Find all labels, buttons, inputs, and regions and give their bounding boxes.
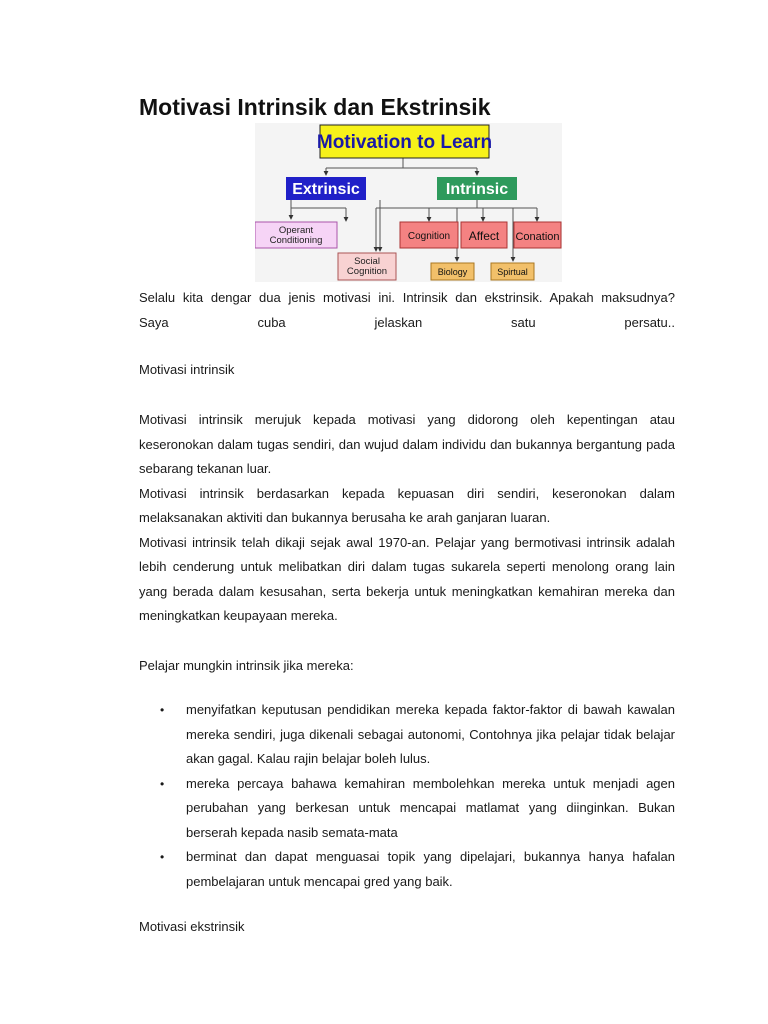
operant-label-1: Operant xyxy=(278,225,314,236)
page-title: Motivasi Intrinsik dan Ekstrinsik xyxy=(139,94,491,120)
list-item-text: mereka percaya bahawa kemahiran membolehkan mereka untuk menjadi agen perubahan yang berkesan untuk mencapai matlamat yang diinginkan. Bukan berserah kepada nasib semata-mata xyxy=(186,775,675,840)
bullet-icon: • xyxy=(160,776,165,791)
social-label-1: Social xyxy=(354,256,380,267)
social-label-2: Cognition xyxy=(346,266,388,277)
intrinsic-section xyxy=(139,408,675,629)
intrinsic-p2: Motivasi intrinsik berdasarkan kepada kepuasan diri sendiri, keseronokan dalam melaksanakan aktiviti dan bukannya berusaha ke arah ganjaran luaran. xyxy=(139,485,675,525)
list-item-text: menyifatkan keputusan pendidikan mereka kepada faktor-faktor di bawah kawalan mereka sendiri, juga dikenali sebagai autonomi, Contohnya jika pelajar tidak belajar akan gagal. Kalau rajin belajar boleh lulus. xyxy=(186,702,675,766)
bullet-icon: • xyxy=(160,850,165,864)
intro-line-1: Selalu kita dengar dua jenis motivasi ini. Intrinsik dan ekstrinsik. Apakah maksudnya? xyxy=(139,290,675,305)
list-item xyxy=(139,845,675,894)
affect-label: Affect xyxy=(468,229,500,243)
spirtual-label: Spirtual xyxy=(497,267,528,277)
intrinsic-p3: Motivasi intrinsik telah dikaji sejak awal 1970-an. Pelajar yang bermotivasi intrinsik adalah lebih cenderung untuk melibatkan diri dalam tugas sukarela seperti menolong orang lain yang berada dalam kesusahan, serta bekerja untuk meningkatkan kemahiran mereka dan meningkatkan keupayaan mereka. xyxy=(139,534,675,623)
extrinsic-label: Extrinsic xyxy=(292,181,360,198)
operant-label-2: Conditioning xyxy=(269,235,323,246)
motivation-diagram xyxy=(255,123,562,282)
list-item-text: berminat dan dapat menguasai topik yang dipelajari, bukannya hanya hafalan pembelajaran untuk mencapai gred yang baik. xyxy=(186,849,675,889)
intrinsic-label: Intrinsic xyxy=(445,181,509,198)
intrinsic-bullet-list xyxy=(139,698,675,894)
heading-motivasi-intrinsik: Motivasi intrinsik xyxy=(139,362,235,377)
list-item xyxy=(139,698,675,772)
intro-paragraph xyxy=(139,286,675,335)
list-item xyxy=(139,772,675,846)
motivation-label: Motivation to Learn xyxy=(316,132,493,153)
intro-line-2: Saya cuba jelaskan satu persatu.. xyxy=(139,314,675,330)
conation-label: Conation xyxy=(515,231,560,243)
cognition-label: Cognition xyxy=(407,231,451,242)
intrinsic-p1: Motivasi intrinsik merujuk kepada motivasi yang didorong oleh kepentingan atau keseronokan dalam tugas sendiri, dan wujud dalam individu dan bukannya bergantung pada sebarang tekanan luar. xyxy=(139,412,675,476)
biology-label: Biology xyxy=(437,267,468,277)
bullet-icon: • xyxy=(160,703,165,717)
heading-motivasi-ekstrinsik: Motivasi ekstrinsik xyxy=(139,919,245,934)
pelajar-heading: Pelajar mungkin intrinsik jika mereka: xyxy=(139,658,354,673)
